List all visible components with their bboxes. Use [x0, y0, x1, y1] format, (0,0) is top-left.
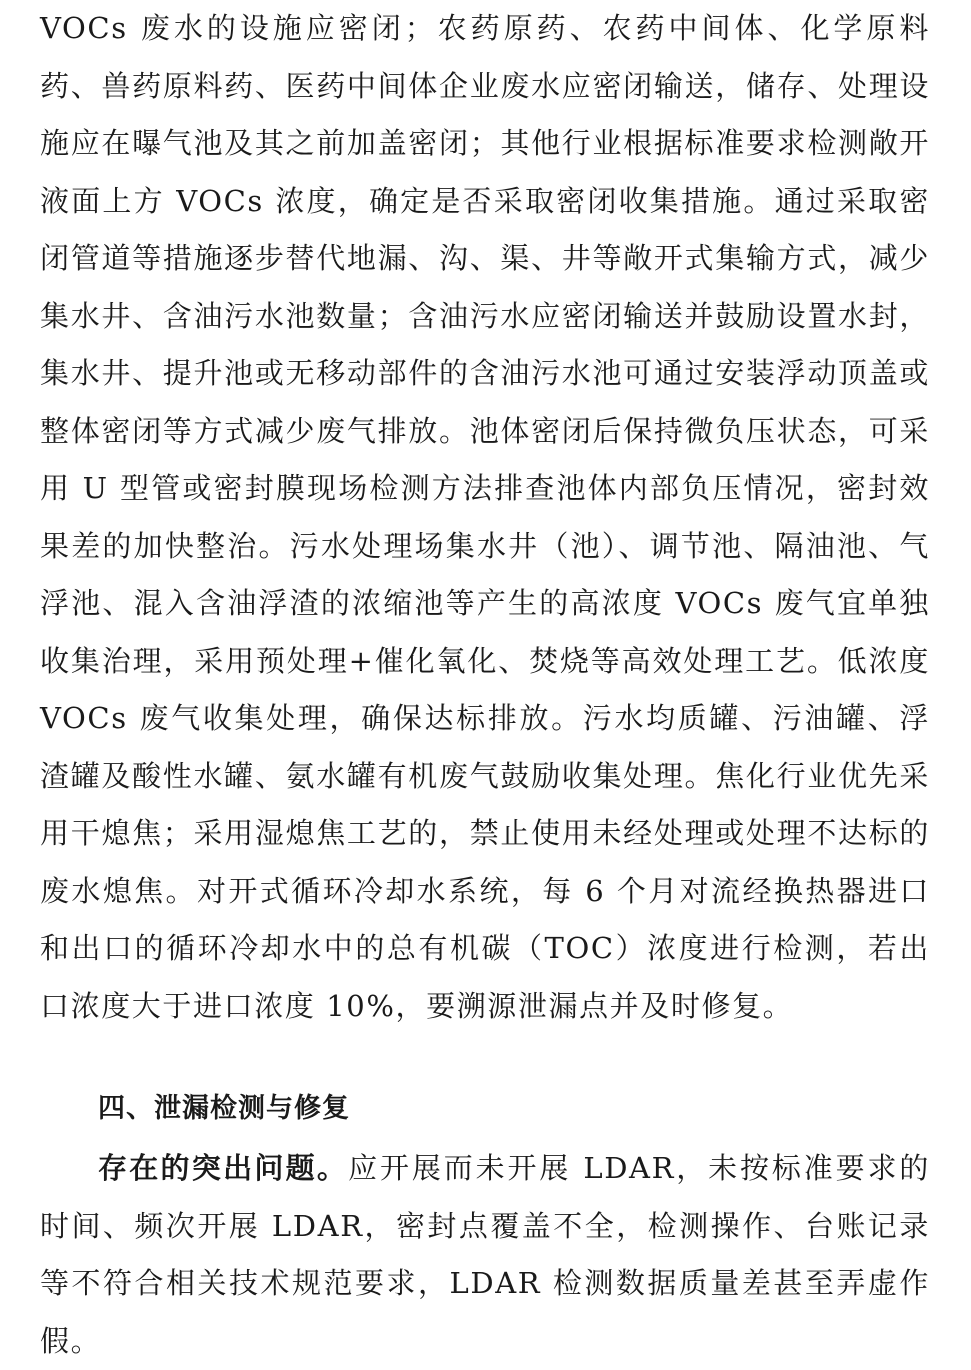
issue-lead: 存在的突出问题。: [98, 1151, 349, 1185]
issue-text: 应开展而未开展 LDAR，未按标准要求的时间、频次开展 LDAR，密封点覆盖不全，检测操作、台账记录等不符合相关技术规范要求，LDAR 检测数据质量差甚至弄虚作假。: [40, 1151, 930, 1358]
section-heading: 四、泄漏检测与修复: [98, 1093, 350, 1124]
continuation-paragraph: VOCs 废水的设施应密闭；农药原药、农药中间体、化学原料药、兽药原料药、医药中间体企业废水应密闭输送，储存、处理设施应在曝气池及其之前加盖密闭；其他行业根据标准要求检测敞开液面上方 VOCs 浓度，确定是否采取密闭收集措施。通过采取密闭管道等措施逐步替代地漏、沟、渠、井等敞开式集输方式，减少集水井、含油污水池数量；含油污水应密闭输送并鼓励设置水封，集水井、提升池或无移动部件的含油污水池可通过安装浮动顶盖或整体密闭等方式减少废气排放。池体密闭后保持微负压状态，可采用 U 型管或密封膜现场检测方法排查池体内部负压情况，密封效果差的加快整治。污水处理场集水井（池）、调节池、隔油池、气浮池、混入含油浮渣的浓缩池等产生的高浓度 VOCs 废气宜单独收集治理，采用预处理+催化氧化、焚烧等高效处理工艺。低浓度 VOCs 废气收集处理，确保达标排放。污水均质罐、污油罐、浮渣罐及酸性水罐、氨水罐有机废气鼓励收集处理。焦化行业优先采用干熄焦；采用湿熄焦工艺的，禁止使用未经处理或处理不达标的废水熄焦。对开式循环冷却水系统，每 6 个月对流经换热器进口和出口的循环冷却水中的总有机碳（TOC）浓度进行检测，若出口浓度大于进口浓度 10%，要溯源泄漏点并及时修复。: [40, 11, 930, 1023]
